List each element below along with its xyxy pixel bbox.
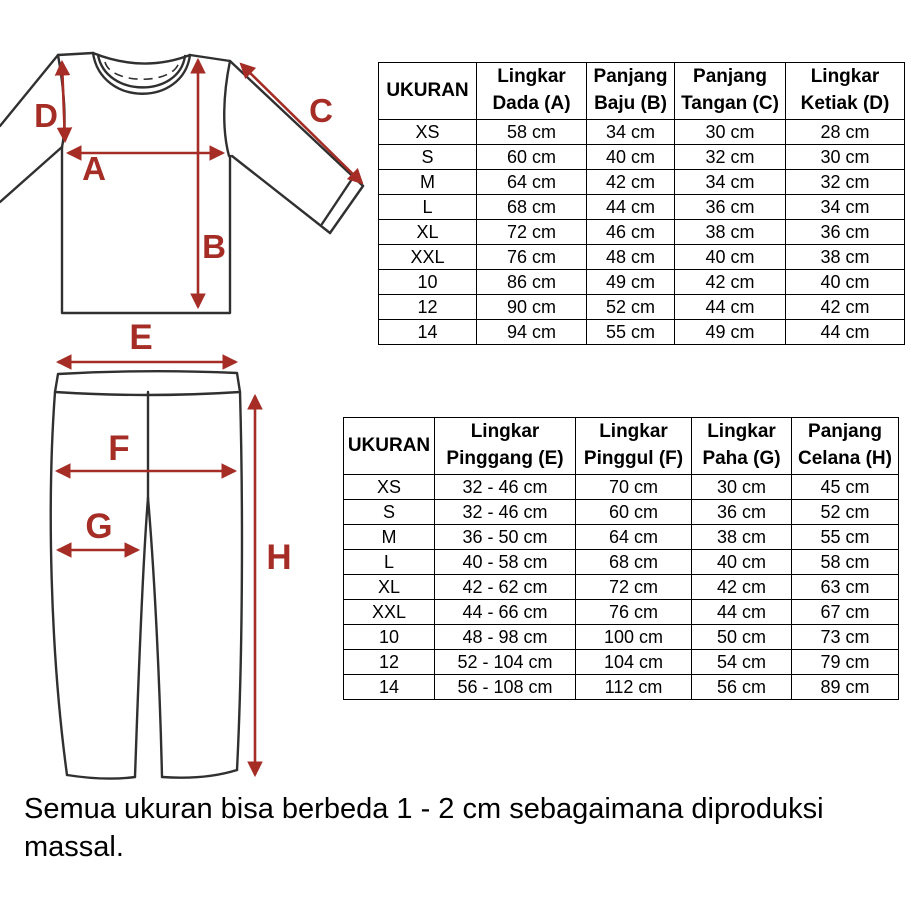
measurement-cell: 73 cm: [792, 625, 899, 650]
measurement-cell: 67 cm: [792, 600, 899, 625]
measurement-cell: 44 cm: [692, 600, 792, 625]
measurement-cell: 58 cm: [792, 550, 899, 575]
measurement-cell: 94 cm: [477, 320, 587, 345]
size-label-cell: 12: [344, 650, 435, 675]
measurement-cell: 30 cm: [692, 475, 792, 500]
measurement-cell: 86 cm: [477, 270, 587, 295]
pants-outline: [51, 371, 242, 778]
measurement-cell: 28 cm: [786, 120, 905, 145]
measurement-cell: 34 cm: [675, 170, 786, 195]
measurement-cell: 70 cm: [576, 475, 692, 500]
label-B: B: [202, 228, 226, 265]
measurement-cell: 72 cm: [477, 220, 587, 245]
measurement-cell: 68 cm: [576, 550, 692, 575]
measurement-cell: 36 cm: [675, 195, 786, 220]
measurement-cell: 42 cm: [587, 170, 675, 195]
measurement-cell: 90 cm: [477, 295, 587, 320]
measurement-cell: 42 cm: [692, 575, 792, 600]
measurement-cell: 79 cm: [792, 650, 899, 675]
size-row: [379, 220, 905, 245]
measurement-cell: 104 cm: [576, 650, 692, 675]
size-label-cell: 14: [379, 320, 477, 345]
measurement-cell: 89 cm: [792, 675, 899, 700]
label-E: E: [129, 318, 153, 357]
measurement-cell: 42 - 62 cm: [435, 575, 576, 600]
measurement-cell: 34 cm: [587, 120, 675, 145]
measurement-cell: 46 cm: [587, 220, 675, 245]
measurement-cell: 56 cm: [692, 675, 792, 700]
measurement-cell: 76 cm: [477, 245, 587, 270]
measurement-cell: 30 cm: [675, 120, 786, 145]
size-label-cell: S: [344, 500, 435, 525]
size-row: [344, 675, 899, 700]
size-label-cell: 10: [344, 625, 435, 650]
label-C: C: [309, 92, 333, 129]
column-header: Lingkar Paha (G): [692, 418, 792, 475]
column-header: Panjang Tangan (C): [675, 63, 786, 120]
measurement-cell: 40 cm: [675, 245, 786, 270]
measurement-cell: 40 cm: [692, 550, 792, 575]
size-label-cell: XL: [344, 575, 435, 600]
shirt-size-table: [378, 62, 905, 345]
measurement-cell: 45 cm: [792, 475, 899, 500]
measurement-cell: 52 cm: [587, 295, 675, 320]
header-row: [344, 418, 899, 475]
size-row: [379, 320, 905, 345]
measurement-cell: 36 cm: [692, 500, 792, 525]
size-label-cell: XS: [379, 120, 477, 145]
measurement-cell: 49 cm: [675, 320, 786, 345]
arrow-sleeve-C: [241, 64, 362, 183]
measurement-cell: 54 cm: [692, 650, 792, 675]
size-row: [344, 600, 899, 625]
size-label-cell: XXL: [379, 245, 477, 270]
measurement-cell: 36 cm: [786, 220, 905, 245]
measurement-cell: 32 - 46 cm: [435, 500, 576, 525]
measurement-cell: 36 - 50 cm: [435, 525, 576, 550]
size-row: [344, 650, 899, 675]
size-label-cell: 14: [344, 675, 435, 700]
measurement-cell: 63 cm: [792, 575, 899, 600]
measurement-cell: 44 - 66 cm: [435, 600, 576, 625]
size-label-cell: 10: [379, 270, 477, 295]
label-D: D: [34, 97, 58, 134]
size-row: [379, 245, 905, 270]
size-label-cell: M: [344, 525, 435, 550]
column-header: UKURAN: [344, 418, 435, 475]
measurement-cell: 58 cm: [477, 120, 587, 145]
arrow-armhole-D: [62, 62, 65, 141]
pants-measure-arrows: [57, 318, 292, 775]
measurement-cell: 38 cm: [786, 245, 905, 270]
label-F: F: [108, 429, 130, 468]
measurement-cell: 55 cm: [792, 525, 899, 550]
size-label-cell: S: [379, 145, 477, 170]
size-label-cell: XL: [379, 220, 477, 245]
size-label-cell: XS: [344, 475, 435, 500]
measurement-cell: 64 cm: [477, 170, 587, 195]
measurement-cell: 34 cm: [786, 195, 905, 220]
size-row: [344, 525, 899, 550]
measurement-cell: 44 cm: [587, 195, 675, 220]
measurement-cell: 42 cm: [675, 270, 786, 295]
label-G: G: [85, 507, 113, 546]
column-header: Lingkar Ketiak (D): [786, 63, 905, 120]
shirt-measurement-diagram: [0, 25, 375, 345]
measurement-cell: 48 - 98 cm: [435, 625, 576, 650]
measurement-cell: 32 cm: [675, 145, 786, 170]
measurement-cell: 40 - 58 cm: [435, 550, 576, 575]
measurement-cell: 72 cm: [576, 575, 692, 600]
measurement-cell: 56 - 108 cm: [435, 675, 576, 700]
size-row: [379, 170, 905, 195]
measurement-cell: 32 cm: [786, 170, 905, 195]
measurement-cell: 44 cm: [675, 295, 786, 320]
measurement-cell: 60 cm: [576, 500, 692, 525]
header-row: [379, 63, 905, 120]
size-row: [344, 475, 899, 500]
size-row: [344, 625, 899, 650]
measurement-cell: 44 cm: [786, 320, 905, 345]
label-H: H: [266, 538, 292, 577]
size-label-cell: 12: [379, 295, 477, 320]
measurement-cell: 112 cm: [576, 675, 692, 700]
pants-measurement-diagram: [10, 320, 335, 805]
measurement-cell: 50 cm: [692, 625, 792, 650]
size-label-cell: M: [379, 170, 477, 195]
column-header: Lingkar Dada (A): [477, 63, 587, 120]
measurement-cell: 100 cm: [576, 625, 692, 650]
measurement-cell: 68 cm: [477, 195, 587, 220]
measurement-cell: 40 cm: [786, 270, 905, 295]
measurement-cell: 38 cm: [692, 525, 792, 550]
column-header: Lingkar Pinggang (E): [435, 418, 576, 475]
size-row: [379, 145, 905, 170]
size-label-cell: XXL: [344, 600, 435, 625]
measurement-cell: 60 cm: [477, 145, 587, 170]
size-row: [379, 295, 905, 320]
column-header: Lingkar Pinggul (F): [576, 418, 692, 475]
size-row: [344, 575, 899, 600]
measurement-cell: 48 cm: [587, 245, 675, 270]
measurement-cell: 40 cm: [587, 145, 675, 170]
column-header: UKURAN: [379, 63, 477, 120]
label-A: A: [82, 150, 106, 187]
size-label-cell: L: [344, 550, 435, 575]
measurement-cell: 49 cm: [587, 270, 675, 295]
measurement-cell: 32 - 46 cm: [435, 475, 576, 500]
size-row: [379, 195, 905, 220]
size-row: [379, 270, 905, 295]
measurement-cell: 55 cm: [587, 320, 675, 345]
measurement-cell: 64 cm: [576, 525, 692, 550]
column-header: Panjang Baju (B): [587, 63, 675, 120]
measurement-cell: 30 cm: [786, 145, 905, 170]
size-label-cell: L: [379, 195, 477, 220]
column-header: Panjang Celana (H): [792, 418, 899, 475]
size-row: [344, 550, 899, 575]
measurement-cell: 38 cm: [675, 220, 786, 245]
size-row: [344, 500, 899, 525]
shirt-measure-arrows: [34, 60, 362, 307]
measurement-cell: 52 cm: [792, 500, 899, 525]
footer-note: Semua ukuran bisa berbeda 1 - 2 cm sebagaimana diproduksi massal.: [24, 793, 824, 863]
measurement-cell: 76 cm: [576, 600, 692, 625]
measurement-cell: 52 - 104 cm: [435, 650, 576, 675]
size-row: [379, 120, 905, 145]
pants-size-table: [343, 417, 899, 700]
measurement-cell: 42 cm: [786, 295, 905, 320]
